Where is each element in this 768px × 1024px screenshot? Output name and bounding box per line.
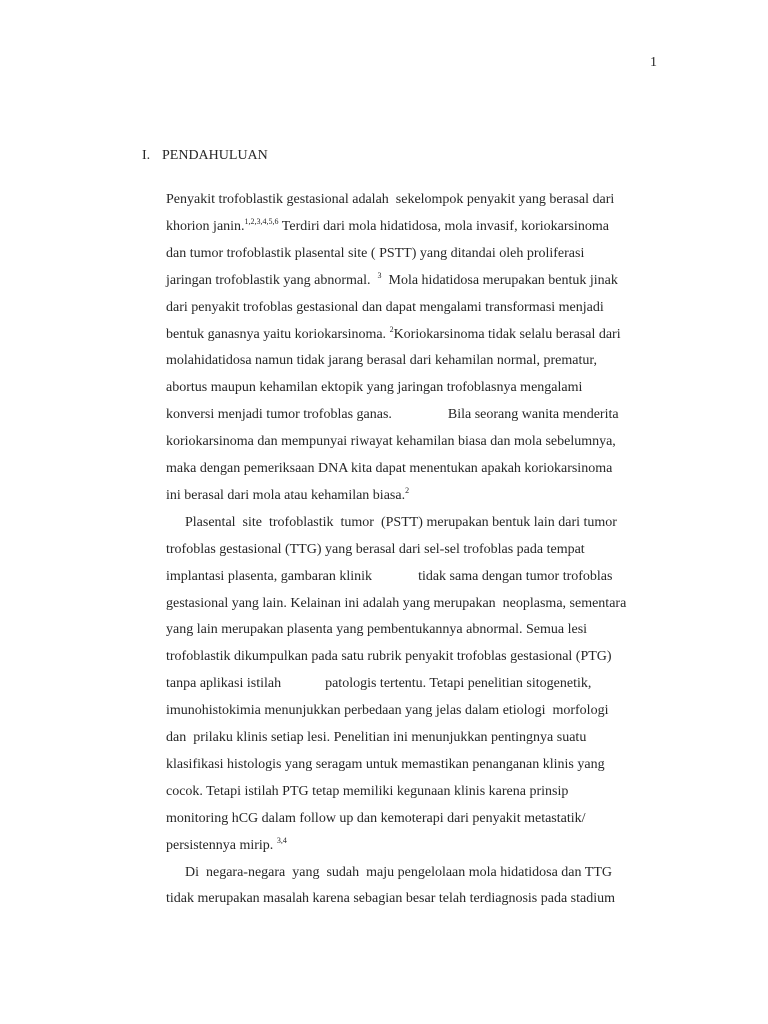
text-line: klasifikasi histologis yang seragam untuk memastikan penanganan klinis yang (166, 756, 605, 772)
text-segment: Bila seorang wanita menderita (447, 407, 619, 423)
citation-superscript: 2 (389, 324, 394, 334)
text-line: abortus maupun kehamilan ektopik yang jaringan trofoblasnya mengalami (166, 380, 583, 396)
text-segment: tanpa aplikasi istilah (166, 676, 282, 692)
text-line: Plasental site trofoblastik tumor (PSTT) merupakan bentuk lain dari tumor (185, 514, 617, 530)
text-segment: Terdiri dari mola hidatidosa, mola invasif, koriokarsinoma (278, 218, 609, 234)
text-line (166, 837, 287, 855)
text-segment: persistennya mirip. (166, 837, 277, 853)
text-segment: khorion janin. (166, 218, 245, 234)
text-segment: Koriokarsinoma tidak selalu berasal dari (393, 326, 621, 342)
text-line: dari penyakit trofoblas gestasional dan dapat mengalami transformasi menjadi (166, 299, 604, 315)
text-line: imunohistokimia menunjukkan perbedaan yang jelas dalam etiologi morfologi (166, 703, 609, 719)
text-line: cocok. Tetapi istilah PTG tetap memiliki kegunaan klinis karena prinsip (166, 783, 569, 799)
text-line: trofoblas gestasional (TTG) yang berasal dari sel-sel trofoblas pada tempat (166, 541, 585, 557)
text-line: gestasional yang lain. Kelainan ini adalah yang merupakan neoplasma, sementara (166, 595, 627, 611)
text-line: tidak merupakan masalah karena sebagian besar telah terdiagnosis pada stadium (166, 891, 615, 907)
text-line: monitoring hCG dalam follow up dan kemoterapi dari penyakit metastatik/ (166, 810, 586, 826)
text-line: Penyakit trofoblastik gestasional adalah sekelompok penyakit yang berasal dari (166, 192, 615, 207)
citation-superscript: 1,2,3,4,5,6 (244, 216, 279, 226)
section-heading (142, 148, 268, 164)
text-line: trofoblastik dikumpulkan pada satu rubrik penyakit trofoblas gestasional (PTG) (166, 649, 612, 665)
text-line (166, 487, 409, 505)
citation-superscript: 3,4 (276, 835, 287, 845)
text-segment: Mola hidatidosa merupakan bentuk jinak (381, 272, 618, 288)
text-segment: ini berasal dari mola atau kehamilan biasa. (166, 487, 406, 503)
citation-superscript: 3 (377, 270, 382, 280)
text-segment: patologis tertentu. Tetapi penelitian sitogenetik, (325, 676, 592, 692)
text-segment: bentuk ganasnya yaitu koriokarsinoma. (166, 326, 390, 342)
text-line: koriokarsinoma dan mempunyai riwayat kehamilan biasa dan mola sebelumnya, (166, 434, 616, 450)
text-segment: jaringan trofoblastik yang abnormal. (166, 272, 378, 288)
text-line: molahidatidosa namun tidak jarang berasal dari kehamilan normal, prematur, (166, 353, 597, 369)
text-line (166, 568, 612, 586)
section-number: I. (142, 148, 151, 163)
text-segment: tidak sama dengan tumor trofoblas (418, 568, 613, 584)
text-segment: konversi menjadi tumor trofoblas ganas. (166, 407, 392, 423)
text-line: dan tumor trofoblastik plasental site ( PSTT) yang ditandai oleh proliferasi (166, 245, 585, 261)
text-line: Di negara-negara yang sudah maju pengelolaan mola hidatidosa dan TTG (185, 864, 612, 880)
text-line (166, 272, 618, 290)
text-line (166, 218, 609, 236)
citation-superscript: 2 (405, 485, 410, 495)
text-segment: implantasi plasenta, gambaran klinik (166, 568, 373, 584)
text-line (166, 675, 591, 693)
page-number: 1 (650, 55, 657, 70)
text-line: dan prilaku klinis setiap lesi. Penelitian ini menunjukkan pentingnya suatu (166, 730, 587, 745)
text-line: maka dengan pemeriksaan DNA kita dapat menentukan apakah koriokarsinoma (166, 461, 613, 476)
text-line (166, 406, 619, 424)
text-line (166, 326, 621, 344)
section-title: PENDAHULUAN (162, 148, 268, 163)
text-line: yang lain merupakan plasenta yang pembentukannya abnormal. Semua lesi (166, 622, 588, 638)
